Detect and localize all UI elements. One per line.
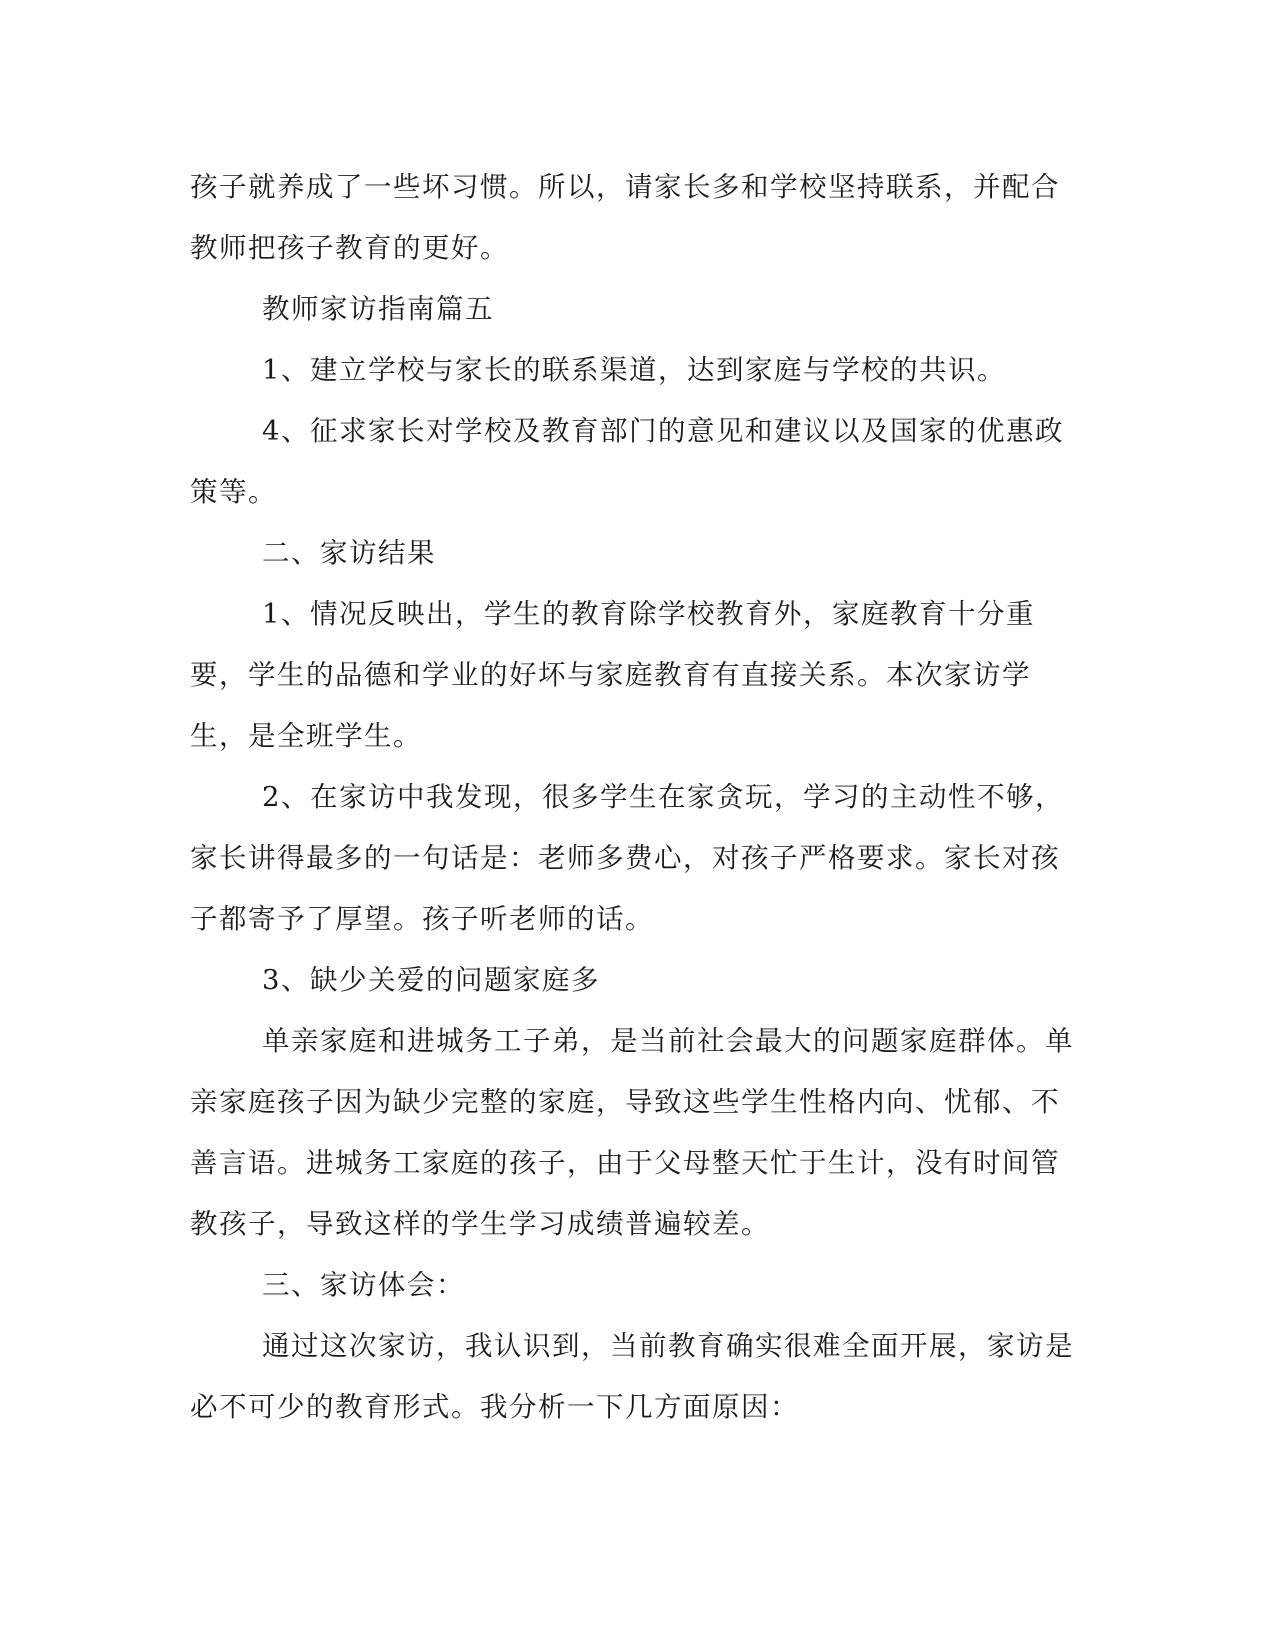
section-heading: 二、家访结果 (262, 537, 436, 569)
section-heading: 教师家访指南篇五 (262, 293, 494, 325)
paragraph-continuation: 孩子就养成了一些坏习惯。所以，请家长多和学校坚持联系，并配合教师把孩子教育的更好。 (190, 171, 1060, 264)
paragraph: 4、征求家长对学校及教育部门的意见和建议以及国家的优惠政策等。 (190, 415, 1064, 508)
document-body (190, 157, 1075, 1438)
paragraph: 3、缺少关爱的问题家庭多 (262, 964, 600, 996)
paragraph: 单亲家庭和进城务工子弟，是当前社会最大的问题家庭群体。单亲家庭孩子因为缺少完整的家庭，导致这些学生性格内向、忧郁、不善言语。进城务工家庭的孩子，由于父母整天忙于生计，没有时间管教孩子，导致这样的学生学习成绩普遍较差。 (190, 1025, 1074, 1240)
paragraph: 通过这次家访，我认识到，当前教育确实很难全面开展，家访是必不可少的教育形式。我分析一下几方面原因： (190, 1330, 1074, 1423)
paragraph: 1、建立学校与家长的联系渠道，达到家庭与学校的共识。 (262, 354, 1006, 386)
section-heading: 三、家访体会： (262, 1269, 465, 1301)
paragraph: 1、情况反映出，学生的教育除学校教育外，家庭教育十分重要，学生的品德和学业的好坏与家庭教育有直接关系。本次家访学生，是全班学生。 (190, 598, 1035, 752)
paragraph: 2、在家访中我发现，很多学生在家贪玩，学习的主动性不够，家长讲得最多的一句话是：老师多费心，对孩子严格要求。家长对孩子都寄予了厚望。孩子听老师的话。 (190, 781, 1064, 935)
